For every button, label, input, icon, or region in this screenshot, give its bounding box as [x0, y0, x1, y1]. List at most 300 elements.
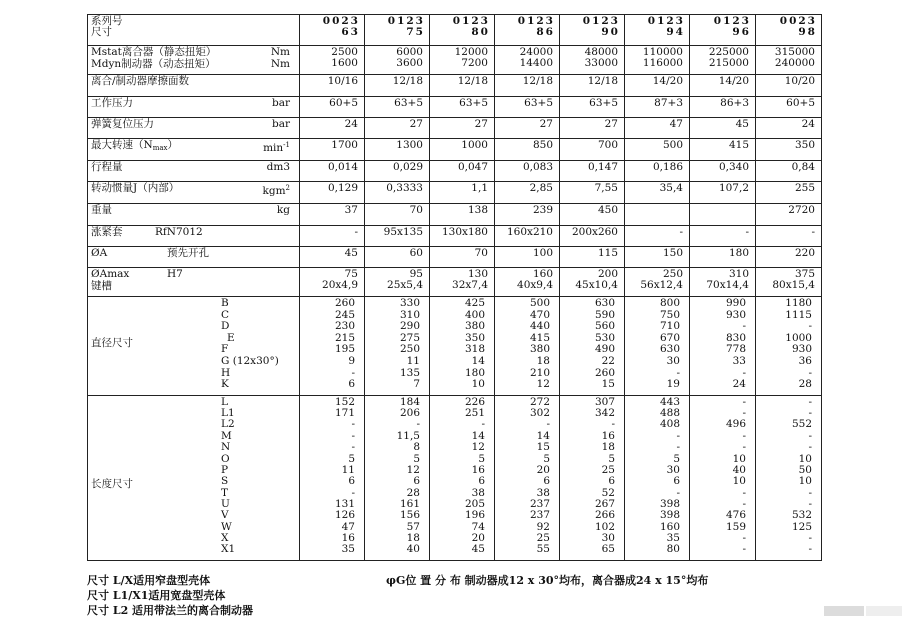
mdyn-value: 7200 — [461, 57, 488, 69]
dimension-value: 184 — [399, 395, 420, 408]
cell-value — [625, 118, 690, 139]
dimension-value: - — [351, 486, 355, 499]
series-label: 系列号 — [91, 15, 123, 27]
dimension-letter: F — [221, 343, 229, 356]
value-text: 87+3 — [654, 97, 683, 109]
length-block — [88, 395, 822, 560]
dimension-value: 342 — [594, 407, 615, 420]
mstat-value: 110000 — [642, 46, 683, 58]
cell-value — [690, 297, 756, 396]
cell-value — [430, 46, 495, 75]
cell-value — [756, 15, 822, 46]
cell-value — [690, 46, 756, 75]
dimension-value: 6 — [348, 475, 355, 488]
dimension-value: 260 — [594, 366, 615, 379]
cell-value — [690, 75, 756, 97]
cell-value — [625, 268, 690, 297]
cell-value — [430, 395, 495, 560]
dimension-value: 11,5 — [396, 429, 420, 442]
cell-value — [365, 247, 430, 268]
value-text: 0,340 — [718, 161, 749, 173]
dimension-value: 6 — [673, 475, 680, 488]
dimension-value: 126 — [334, 509, 355, 522]
cell-value — [690, 97, 756, 118]
dimension-letter: L2 — [221, 418, 235, 431]
dimension-value: 205 — [464, 497, 485, 510]
dimension-value: 10 — [732, 452, 746, 465]
dimension-letter: N — [221, 441, 231, 454]
dimension-value: - — [351, 429, 355, 442]
value-text: 27 — [539, 118, 553, 130]
row-label-text: ØA — [91, 247, 108, 259]
unit-text: bar — [271, 118, 290, 130]
mstat-value: 24000 — [519, 46, 553, 58]
cell-value — [625, 46, 690, 75]
dimension-value: 425 — [464, 297, 485, 309]
bore-max-value: 75 — [344, 268, 358, 280]
value-text: - — [679, 226, 683, 238]
value-text: - — [811, 226, 815, 238]
value-text: 0,129 — [327, 182, 358, 194]
row-label — [88, 226, 300, 247]
dimension-value: - — [742, 486, 746, 499]
cell-value — [300, 395, 365, 560]
value-text: 12/18 — [392, 75, 423, 87]
value-text: 100 — [532, 247, 553, 259]
value-text: 12/18 — [587, 75, 618, 87]
cell-value — [495, 97, 560, 118]
cell-value — [365, 182, 430, 204]
cell-value — [560, 97, 625, 118]
series-number: 0123 — [452, 15, 490, 27]
dimension-value: 12 — [406, 463, 420, 476]
note-g-distribution: φG位 置 分 布 制动器成12 x 30°均布，离合器成24 x 15°均布 — [386, 574, 709, 587]
dimension-value: 5 — [673, 452, 680, 465]
row-label — [88, 46, 300, 75]
dimension-value: 245 — [334, 308, 355, 321]
keyway-value: 70x14,4 — [706, 279, 749, 291]
dimension-value: 490 — [594, 343, 615, 356]
cell-value — [690, 247, 756, 268]
dimension-value: 12 — [471, 441, 485, 454]
dimension-value: 160 — [659, 520, 680, 533]
cell-value — [756, 118, 822, 139]
dimension-value: 215 — [334, 331, 355, 344]
value-text: 86+3 — [720, 97, 749, 109]
dimension-value: - — [742, 395, 746, 408]
cell-value — [365, 139, 430, 161]
cell-value — [690, 268, 756, 297]
cell-value — [690, 395, 756, 560]
dimension-value: - — [351, 418, 355, 431]
unit-text: dm3 — [266, 161, 290, 173]
value-text: 14/20 — [652, 75, 683, 87]
size-number: 98 — [798, 26, 817, 38]
cell-value — [690, 15, 756, 46]
dimension-value: 560 — [594, 320, 615, 333]
speed-label-end: ） — [167, 139, 178, 151]
cell-value — [495, 118, 560, 139]
dimension-value: 195 — [334, 343, 355, 356]
value-text: 0,186 — [652, 161, 683, 173]
cell-value — [300, 226, 365, 247]
row-label-text: 工作压力 — [91, 97, 133, 109]
dimension-value: 990 — [725, 297, 746, 309]
dimension-value: 28 — [798, 378, 812, 391]
value-text: 63+5 — [459, 97, 488, 109]
dimension-letter: B — [221, 297, 229, 309]
cell-value — [300, 161, 365, 182]
dimension-letter: W — [221, 520, 232, 533]
size-number: 80 — [471, 26, 490, 38]
cell-value — [625, 247, 690, 268]
value-text: 12/18 — [457, 75, 488, 87]
speed-label: 最大转速（N — [91, 139, 153, 151]
dimension-value: 20 — [536, 463, 550, 476]
dimension-value: 14 — [471, 355, 485, 367]
value-text: 60+5 — [786, 97, 815, 109]
dimension-value: 272 — [529, 395, 550, 408]
value-text: 63+5 — [394, 97, 423, 109]
row-label — [88, 268, 300, 297]
dimension-value: 302 — [529, 407, 550, 420]
dimension-value: 35 — [341, 543, 355, 556]
dimension-value: 10 — [798, 475, 812, 488]
row-label — [88, 139, 300, 161]
mstat-value: 315000 — [774, 46, 815, 58]
cell-value — [495, 182, 560, 204]
dimension-value: 196 — [464, 509, 485, 522]
dimension-value: 237 — [529, 509, 550, 522]
dimension-value: 47 — [341, 520, 355, 533]
dimension-value: 408 — [659, 418, 680, 431]
dimension-value: - — [742, 543, 746, 556]
dimension-value: 25 — [601, 463, 615, 476]
cell-value — [625, 182, 690, 204]
dimension-value: 630 — [659, 343, 680, 356]
dimension-value: 18 — [601, 441, 615, 454]
value-text: 95x135 — [383, 226, 423, 238]
value-text: 70 — [474, 247, 488, 259]
diameter-block — [88, 297, 822, 396]
dimension-value: 18 — [536, 355, 550, 367]
dimension-value: 6 — [478, 475, 485, 488]
row-label — [88, 118, 300, 139]
dimension-value: 552 — [791, 418, 812, 431]
dimension-value: 7 — [413, 378, 420, 391]
unit-label — [272, 119, 290, 130]
dimension-value: 28 — [406, 486, 420, 499]
dimension-value: 33 — [732, 355, 746, 367]
dimension-value: - — [808, 486, 812, 499]
dimension-value: 275 — [399, 331, 420, 344]
keyway-value: 32x7,4 — [452, 279, 488, 291]
value-text: 7,55 — [594, 182, 618, 194]
dimension-value: 260 — [334, 297, 355, 309]
cell-value — [690, 204, 756, 226]
value-text: 60 — [409, 247, 423, 259]
cell-value — [560, 139, 625, 161]
dimension-value: 14 — [536, 429, 550, 442]
cell-value — [560, 75, 625, 97]
dimension-value: 830 — [725, 331, 746, 344]
dimension-value: 50 — [798, 463, 812, 476]
value-text: 200x260 — [571, 226, 618, 238]
bore-max-value: 310 — [728, 268, 749, 280]
cell-value — [560, 204, 625, 226]
cell-value — [365, 46, 430, 75]
group-title: 长度尺寸 — [91, 477, 133, 490]
dimension-value: 14 — [471, 429, 485, 442]
value-text: 180 — [728, 247, 749, 259]
size-label: 尺寸 — [91, 26, 112, 38]
dimension-value: 30 — [666, 355, 680, 367]
row-label — [88, 247, 300, 268]
dimension-value: - — [808, 543, 812, 556]
cell-value — [756, 297, 822, 396]
value-text: 0,014 — [327, 161, 358, 173]
value-text: 27 — [604, 118, 618, 130]
value-text: 37 — [344, 204, 358, 216]
dimension-value: 11 — [406, 355, 420, 367]
dimension-value: 16 — [601, 429, 615, 442]
value-text: 0,083 — [522, 161, 553, 173]
value-text: 24 — [344, 118, 358, 130]
dimension-value: 102 — [594, 520, 615, 533]
dimension-value: 11 — [341, 463, 355, 476]
scan-marker-light — [866, 606, 902, 616]
dimension-value: - — [676, 441, 680, 454]
cell-value — [365, 297, 430, 396]
cell-value — [560, 46, 625, 75]
dimension-value: 80 — [666, 543, 680, 556]
cell-value — [300, 247, 365, 268]
dimension-value: - — [808, 497, 812, 510]
cell-value — [430, 161, 495, 182]
keyway-value: 80x15,4 — [772, 279, 815, 291]
dimension-value: 135 — [399, 366, 420, 379]
dimension-value: - — [546, 418, 550, 431]
value-text: 0,147 — [587, 161, 618, 173]
bore-max-value: 375 — [794, 268, 815, 280]
dimension-letter: D — [221, 320, 230, 333]
cell-value — [300, 97, 365, 118]
value-text: 850 — [532, 139, 553, 151]
pressure-row — [88, 97, 822, 118]
unit-label — [267, 162, 290, 173]
cell-value — [560, 182, 625, 204]
dimension-value: 800 — [659, 297, 680, 309]
mdyn-label: Mdyn制动器（动态扭矩） — [91, 58, 216, 70]
cell-value — [495, 46, 560, 75]
dimension-value: 6 — [543, 475, 550, 488]
row-label-text: 行程量 — [91, 161, 123, 173]
series-number: 0123 — [647, 15, 685, 27]
value-text: - — [354, 226, 358, 238]
dimension-value: 6 — [348, 378, 355, 391]
dimension-value: - — [676, 486, 680, 499]
cell-value — [365, 15, 430, 46]
cell-value — [495, 75, 560, 97]
dimension-value: - — [676, 429, 680, 442]
unit-superscript: 2 — [285, 184, 290, 192]
dimension-value: 496 — [725, 418, 746, 431]
dimension-value: 22 — [601, 355, 615, 367]
value-text: 255 — [794, 182, 815, 194]
dimension-value: 40 — [406, 543, 420, 556]
cell-value — [560, 161, 625, 182]
dimension-value: - — [611, 418, 615, 431]
dimension-value: 230 — [334, 320, 355, 333]
mdyn-value: 1600 — [331, 57, 358, 69]
row-label — [88, 395, 300, 560]
dimension-value: 5 — [478, 452, 485, 465]
row-label — [88, 97, 300, 118]
dimension-value: 65 — [601, 543, 615, 556]
value-text: 10/16 — [327, 75, 358, 87]
cell-value — [560, 297, 625, 396]
value-text: 1300 — [396, 139, 423, 151]
cell-value — [756, 182, 822, 204]
cell-value — [365, 204, 430, 226]
dimension-value: 159 — [725, 520, 746, 533]
value-text: 2,85 — [529, 182, 553, 194]
dimension-value: 25 — [536, 531, 550, 544]
value-text: 63+5 — [524, 97, 553, 109]
value-text: 2720 — [788, 204, 815, 216]
bore-row — [88, 247, 822, 268]
dimension-letter: V — [221, 509, 229, 522]
cell-value — [300, 182, 365, 204]
dimension-letter: M — [221, 429, 232, 442]
value-text: 45 — [735, 118, 749, 130]
dimension-value: 45 — [471, 543, 485, 556]
row-label — [88, 15, 300, 46]
dimension-value: 488 — [659, 407, 680, 420]
dimension-value: 38 — [471, 486, 485, 499]
dimension-value: - — [808, 366, 812, 379]
bore-max-value: 130 — [467, 268, 488, 280]
dimension-value: 590 — [594, 308, 615, 321]
dimension-value: 710 — [659, 320, 680, 333]
keyway-value: 40x9,4 — [517, 279, 553, 291]
dimension-letter: U — [221, 497, 230, 510]
dimension-value: 310 — [399, 308, 420, 321]
dimension-value: 35 — [666, 531, 680, 544]
dimension-value: 415 — [529, 331, 550, 344]
row-label — [88, 182, 300, 204]
dimension-value: 470 — [529, 308, 550, 321]
cell-value — [690, 226, 756, 247]
value-text: 150 — [662, 247, 683, 259]
value-text: 500 — [662, 139, 683, 151]
dimension-value: 1180 — [785, 297, 812, 309]
cell-value — [300, 15, 365, 46]
weight-row — [88, 204, 822, 226]
cell-value — [495, 297, 560, 396]
dimension-letter: L — [221, 395, 228, 408]
dimension-value: 40 — [732, 463, 746, 476]
dimension-value: 92 — [536, 520, 550, 533]
inertia-row — [88, 182, 822, 204]
dimension-value: 10 — [732, 475, 746, 488]
spec-table — [87, 14, 822, 561]
series-number: 0123 — [517, 15, 555, 27]
scan-marker — [824, 606, 864, 616]
dimension-value: - — [351, 441, 355, 454]
series-number: 0123 — [582, 15, 620, 27]
dimension-value: 52 — [601, 486, 615, 499]
bore-max-row — [88, 268, 822, 297]
value-text: 107,2 — [718, 182, 749, 194]
cell-value — [756, 204, 822, 226]
speed-row — [88, 139, 822, 161]
size-number: 63 — [341, 26, 360, 38]
row-label-text: 离合/制动器摩擦面数 — [91, 75, 190, 87]
speed-label-sub: max — [152, 144, 168, 152]
dimension-value: 930 — [725, 308, 746, 321]
series-number: 0023 — [322, 15, 360, 27]
row-label — [88, 204, 300, 226]
dimension-value: 18 — [406, 531, 420, 544]
dimension-value: 30 — [601, 531, 615, 544]
value-text: 45 — [344, 247, 358, 259]
dimension-value: 15 — [536, 441, 550, 454]
value-text: 160x210 — [506, 226, 553, 238]
dimension-letter: C — [221, 308, 230, 321]
value-text: 138 — [467, 204, 488, 216]
cell-value — [625, 139, 690, 161]
cell-value — [300, 75, 365, 97]
dimension-value: 476 — [725, 509, 746, 522]
dimension-value: 161 — [399, 497, 420, 510]
dimension-value: 125 — [791, 520, 812, 533]
cell-value — [756, 161, 822, 182]
dimension-value: 6 — [608, 475, 615, 488]
cell-value — [300, 118, 365, 139]
unit-text: kg — [276, 204, 290, 216]
value-text: 63+5 — [589, 97, 618, 109]
dimension-value: 210 — [529, 366, 550, 379]
dimension-value: 16 — [341, 531, 355, 544]
value-text: 24 — [801, 118, 815, 130]
mstat-value: 225000 — [708, 46, 749, 58]
cell-value — [625, 395, 690, 560]
value-text: 1000 — [461, 139, 488, 151]
unit-text: bar — [271, 97, 290, 109]
dimension-value: 350 — [464, 331, 485, 344]
dimension-value: 12 — [536, 378, 550, 391]
unit-label — [262, 183, 290, 197]
cell-value — [495, 139, 560, 161]
cell-value — [365, 161, 430, 182]
dimension-value: 6 — [413, 475, 420, 488]
bore-max-sub: H7 — [167, 268, 183, 280]
dimension-value: - — [742, 366, 746, 379]
value-text: 35,4 — [659, 182, 683, 194]
dimension-value: 250 — [399, 343, 420, 356]
cell-value — [756, 97, 822, 118]
dimension-value: - — [742, 441, 746, 454]
unit-label — [277, 205, 290, 216]
dimension-value: - — [808, 395, 812, 408]
cell-value — [495, 15, 560, 46]
cell-value — [625, 161, 690, 182]
cell-value — [756, 268, 822, 297]
dimension-value: 532 — [791, 509, 812, 522]
value-text: 60+5 — [329, 97, 358, 109]
cell-value — [560, 247, 625, 268]
